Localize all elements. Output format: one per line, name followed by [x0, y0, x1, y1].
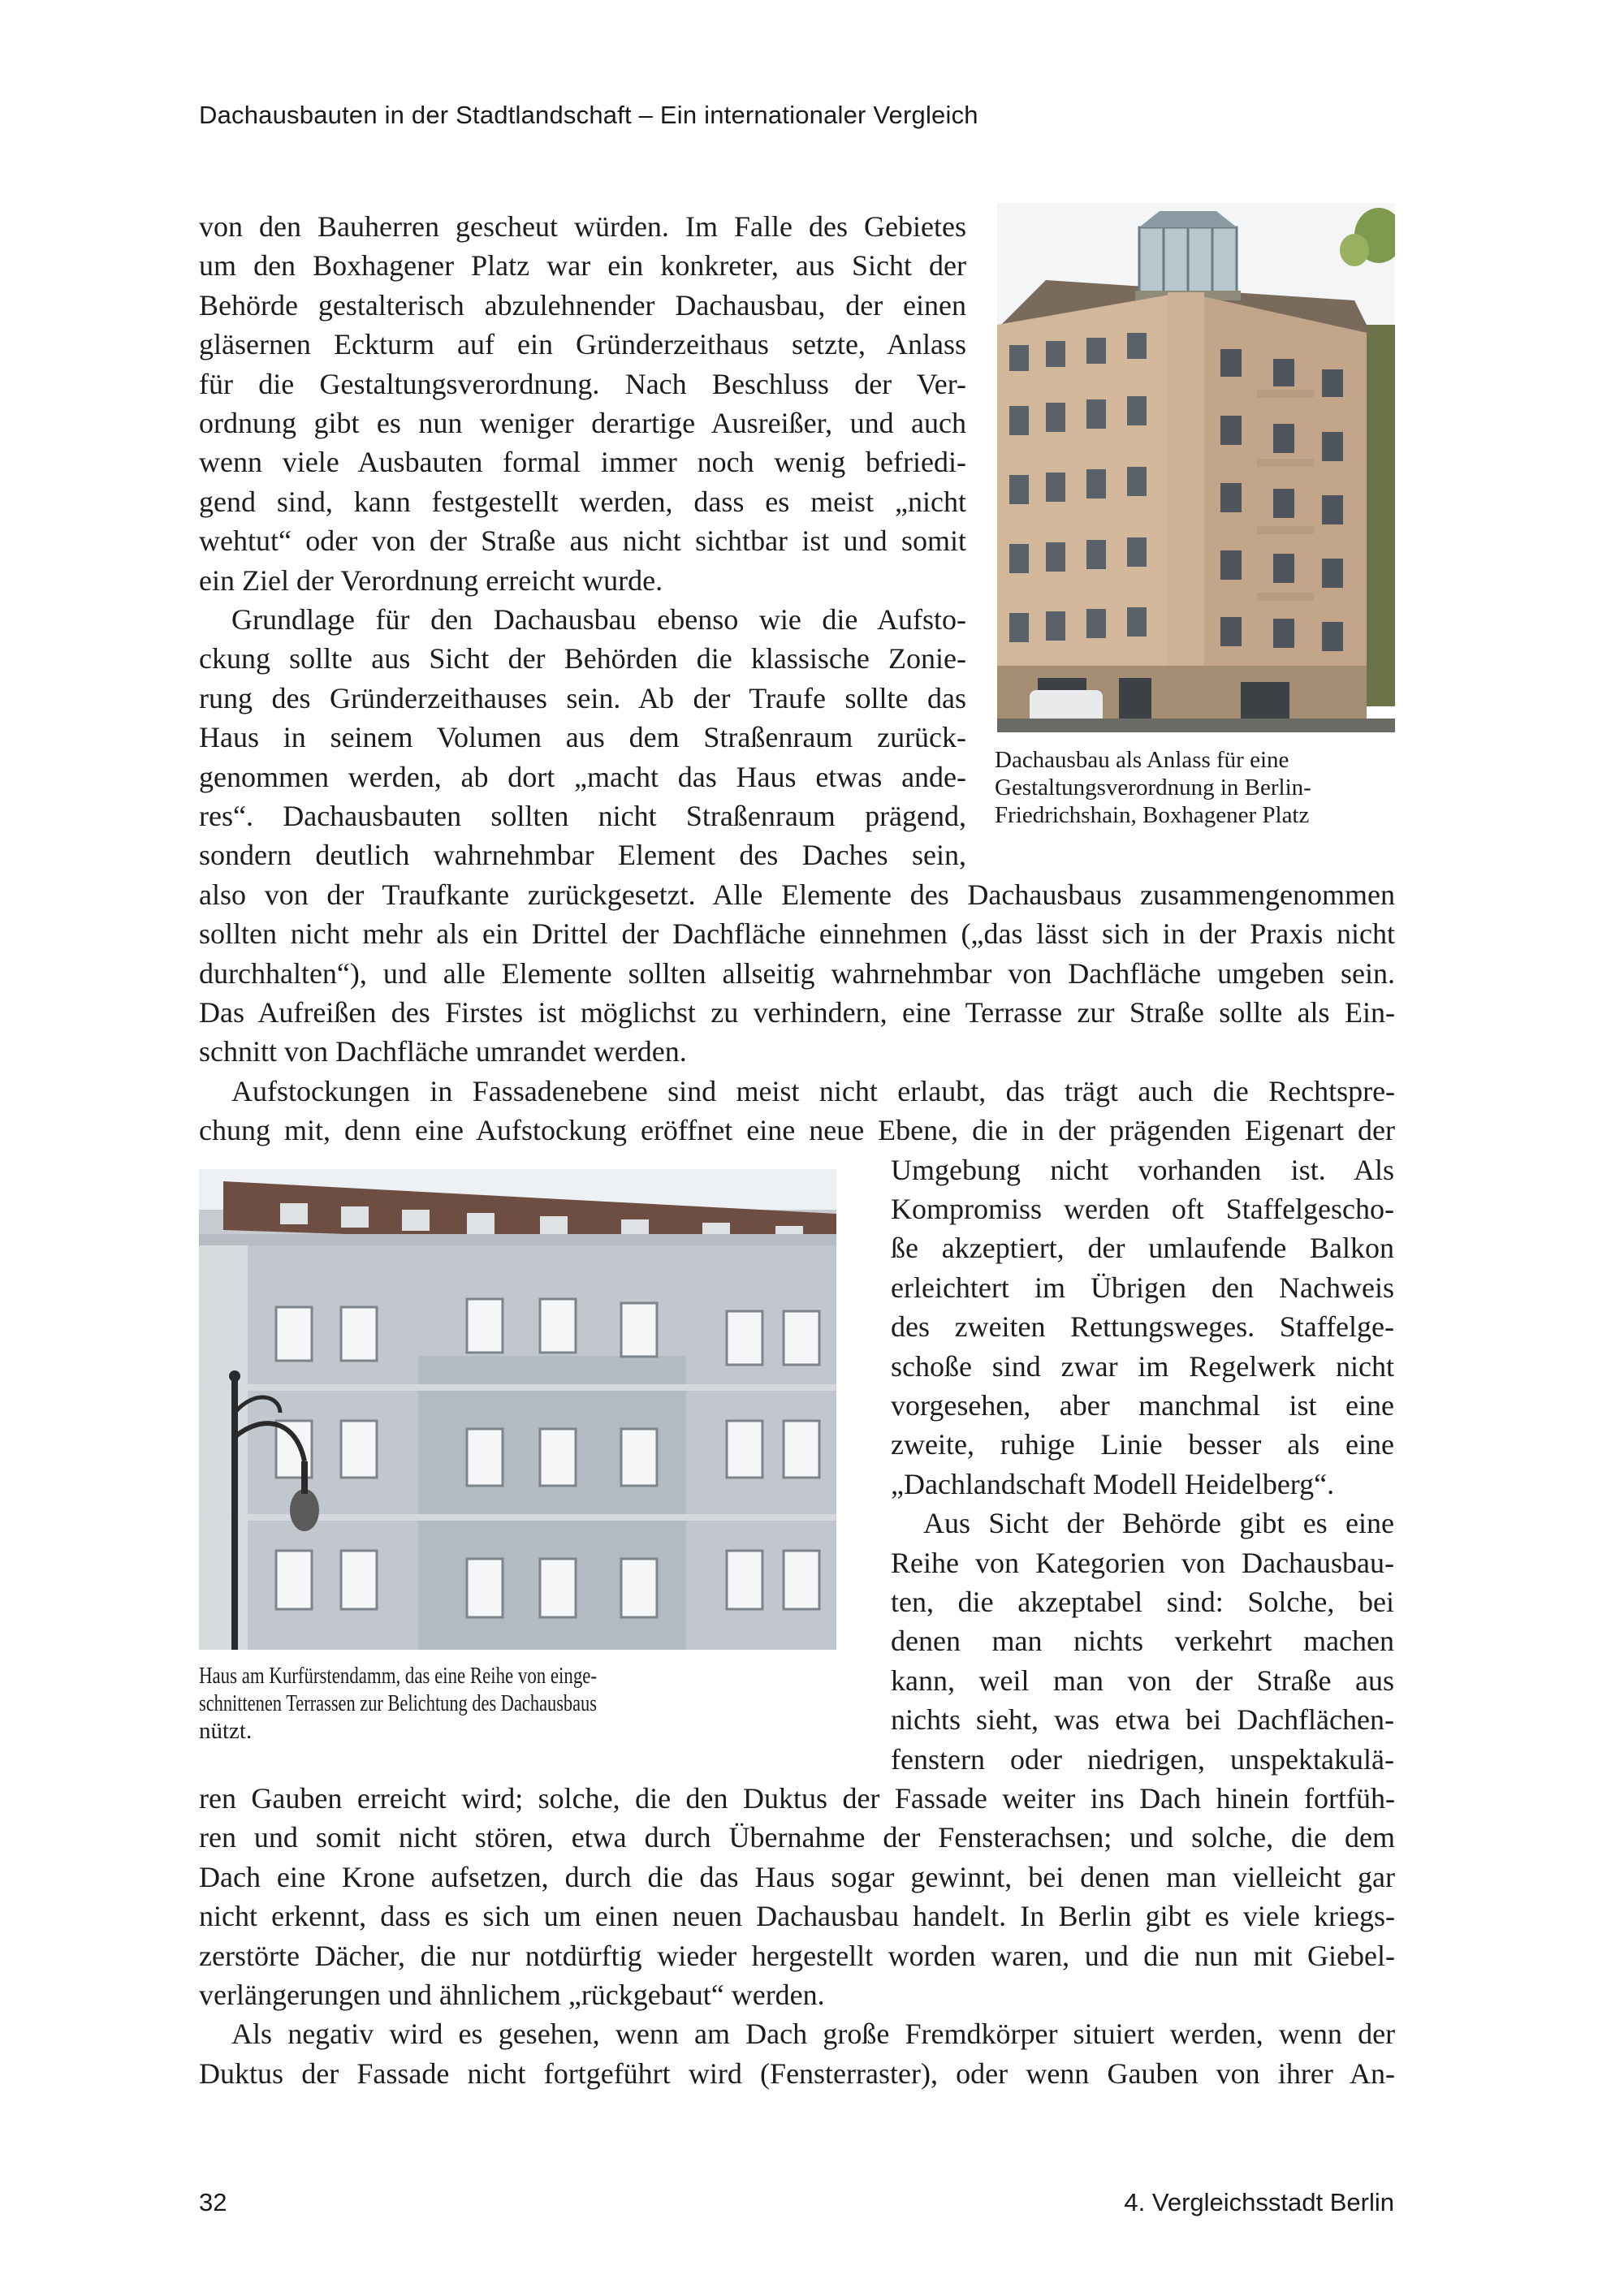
text-line: genommen werden, ab dort „macht das Haus etwas ande-	[199, 760, 967, 793]
running-header: Dachausbauten in der Stadtlandschaft – Ein internationaler Vergleich	[199, 101, 978, 129]
text-line: Duktus der Fassade nicht fortgeführt wird (Fensterraster), oder wenn Gauben von ihrer An-	[199, 2056, 1396, 2090]
text-line: durchhalten“), und alle Elemente sollten allseitig wahrnehmbar von Dachfläche umgeben sein.	[199, 956, 1395, 990]
text-line: Reihe von Kategorien von Dachausbau-	[891, 1546, 1395, 1579]
caption-line: schnittenen Terrassen zur Belichtung des Dachausbaus	[199, 1690, 597, 1716]
text-line: zweite, ruhige Linie besser als eine	[891, 1428, 1394, 1461]
text-line: Kompromiss werden oft Staffelgescho-	[891, 1193, 1394, 1225]
text-line: um den Boxhagener Platz war ein konkreter, aus Sicht der	[199, 249, 967, 283]
text-line: fenstern oder niedrigen, unspektakulä-	[891, 1742, 1394, 1776]
text-line: chung mit, denn eine Aufstockung eröffnet eine neue Ebene, die in der prägenden Eigenart der	[199, 1114, 1395, 1147]
corner-building-image	[997, 203, 1395, 732]
text-line: gläsernen Eckturm auf ein Gründerzeithaus setzte, Anlass	[199, 328, 967, 361]
text-line: ein Ziel der Verordnung erreicht wurde.	[199, 563, 663, 597]
text-line: des zweiten Rettungsweges. Staffelge-	[891, 1310, 1394, 1344]
text-line: für die Gestaltungsverordnung. Nach Beschluss der Ver-	[199, 367, 967, 400]
caption-line: nützt.	[199, 1718, 253, 1744]
text-line: „Dachlandschaft Modell Heidelberg“.	[891, 1467, 1335, 1500]
text-line: Grundlage für den Dachausbau ebenso wie die Aufsto-	[231, 603, 967, 636]
text-line: nichts sieht, was etwa bei Dachflächen-	[891, 1703, 1394, 1737]
page-number: 32	[199, 2188, 227, 2216]
text-line: erleichtert im Übrigen den Nachweis	[891, 1271, 1394, 1304]
text-line: Behörde gestalterisch abzulehnender Dachausbau, der einen	[199, 288, 967, 322]
text-line: wenn viele Ausbauten formal immer noch wenig befriedi-	[199, 446, 966, 479]
terrace-building-image	[199, 1169, 836, 1650]
text-line: ren Gauben erreicht wird; solche, die den Duktus der Fassade weiter ins Dach hinein fortfüh-	[199, 1782, 1396, 1815]
figure-boxhagener-photo	[997, 203, 1395, 732]
text-line: sondern deutlich wahrnehmbar Element des Daches sein,	[199, 839, 967, 872]
text-line: von den Bauherren gescheut würden. Im Falle des Gebietes	[199, 210, 966, 243]
text-line: ordnung gibt es nun weniger derartige Ausreißer, und auch	[199, 407, 966, 439]
chapter-footer: 4. Vergleichsstadt Berlin	[1124, 2188, 1394, 2216]
text-line: schoße sind zwar im Regelwerk nicht	[891, 1349, 1394, 1383]
text-line: vorgesehen, aber manchmal ist eine	[891, 1389, 1394, 1422]
text-line: Haus in seinem Volumen aus dem Straßenraum zurück-	[199, 721, 967, 754]
text-line: schnitt von Dachfläche umrandet werden.	[199, 1035, 687, 1068]
text-line: Aus Sicht der Behörde gibt es eine	[923, 1507, 1394, 1540]
text-line: rung des Gründerzeithauses sein. Ab der Traufe sollte das	[199, 681, 966, 714]
text-line: also von der Traufkante zurückgesetzt. Alle Elemente des Dachausbaus zusammengenommen	[199, 878, 1395, 911]
text-line: gend sind, kann festgestellt werden, dass es meist „nicht	[199, 485, 967, 518]
text-line: Das Aufreißen des Firstes ist möglichst zu verhindern, eine Terrasse zur Straße sollte als Ein-	[199, 996, 1395, 1029]
text-line: verlängerungen und ähnlichem „rückgebaut“ werden.	[199, 1979, 825, 2011]
text-line: denen man nichts verkehrt machen	[891, 1625, 1395, 1658]
text-line: Umgebung nicht vorhanden ist. Als	[891, 1153, 1394, 1186]
text-line: Dach eine Krone aufsetzen, durch die das Haus sogar gewinnt, bei denen man vielleicht gar	[199, 1860, 1395, 1893]
text-line: Als negativ wird es gesehen, wenn am Dach große Fremdkörper situiert werden, wenn der	[231, 2018, 1396, 2051]
text-line: ße akzeptiert, der umlaufende Balkon	[891, 1232, 1394, 1265]
text-line: Aufstockungen in Fassadenebene sind meist nicht erlaubt, das trägt auch die Rechtspre-	[231, 1074, 1396, 1107]
text-line: res“. Dachausbauten sollten nicht Straßenraum prägend,	[199, 800, 967, 832]
text-line: ckung sollte aus Sicht der Behörden die klassische Zonie-	[199, 642, 966, 675]
caption-line: Friedrichshain, Boxhagener Platz	[995, 802, 1310, 828]
text-line: wehtut“ oder von der Straße aus nicht sichtbar ist und somit	[199, 524, 967, 558]
text-line: ten, die akzeptabel sind: Solche, bei	[891, 1586, 1394, 1618]
caption-line: Gestaltungsverordnung in Berlin-	[995, 775, 1311, 801]
text-line: zerstörte Dächer, die nur notdürftig wieder hergestellt worden waren, und die nun mit Giebel-	[199, 1939, 1395, 1972]
figure-kurfuerstendamm-photo	[199, 1169, 836, 1650]
text-line: kann, weil man von der Straße aus	[891, 1664, 1394, 1697]
text-line: ren und somit nicht stören, etwa durch Übernahme der Fensterachsen; und solche, die dem	[199, 1821, 1395, 1854]
text-line: sollten nicht mehr als ein Drittel der Dachfläche einnehmen („das lässt sich in der Praxis nicht	[199, 917, 1395, 951]
caption-line: Haus am Kurfürstendamm, das eine Reihe von einge-	[199, 1663, 598, 1689]
text-line: nicht erkennt, dass es sich um einen neuen Dachausbau handelt. In Berlin gibt es viele kriegs-	[199, 1900, 1395, 1933]
caption-line: Dachausbau als Anlass für eine	[995, 747, 1289, 773]
